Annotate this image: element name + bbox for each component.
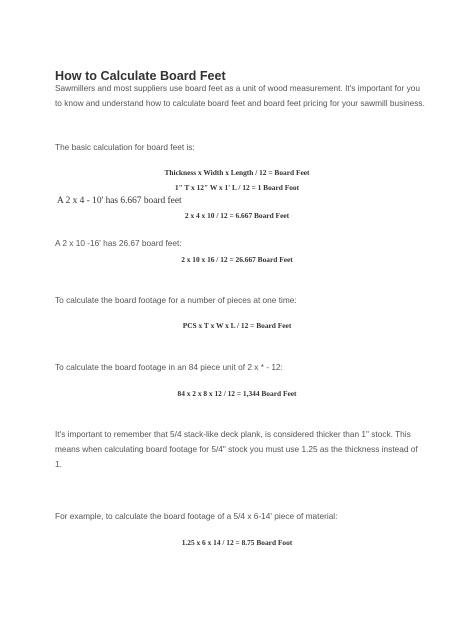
formula-basic: Thickness x Width x Length / 12 = Board Feet <box>164 168 310 177</box>
intro-paragraph: Sawmillers and most suppliers use board feet as a unit of wood measurement. It's important for you to know and understand how to calculate board feet and board feet pricing for your sawmill business. <box>55 83 425 108</box>
note-five-quarter: It's important to remember that 5/4 stack-like deck plank, is considered thicker than 1" stock. This means when calculating board footage for 5/4" stock you must use 1.25 as the thickness instead of 1. <box>55 429 418 469</box>
formula-2x4: 2 x 4 x 10 / 12 = 6.667 Board Feet <box>184 211 290 220</box>
page-title: How to Calculate Board Feet <box>55 69 226 83</box>
basic-calculation-label: The basic calculation for board feet is: <box>55 142 195 152</box>
formula-pieces: PCS x T x W x L / 12 = Board Feet <box>182 321 292 330</box>
scanned-text-line: A 2 x 4 - 10' has 6.667 board feet <box>57 196 182 206</box>
formula-84-piece: 84 x 2 x 8 x 12 / 12 = 1,344 Board Feet <box>177 389 297 398</box>
formula-2x10: 2 x 10 x 16 / 12 = 26.667 Board Feet <box>181 255 293 264</box>
label-pieces: To calculate the board footage for a number of pieces at one time: <box>55 295 297 305</box>
label-84-piece: To calculate the board footage in an 84 piece unit of 2 x * - 12: <box>55 362 283 372</box>
formula-example-five-quarter: 1.25 x 6 x 14 / 12 = 8.75 Board Foot <box>181 538 293 547</box>
label-2x10: A 2 x 10 -16' has 26.67 board feet: <box>55 238 182 248</box>
formula-example: 1" T x 12" W x 1' L / 12 = 1 Board Foot <box>174 183 300 192</box>
label-example-five-quarter: For example, to calculate the board footage of a 5/4 x 6-14' piece of material: <box>55 511 338 521</box>
